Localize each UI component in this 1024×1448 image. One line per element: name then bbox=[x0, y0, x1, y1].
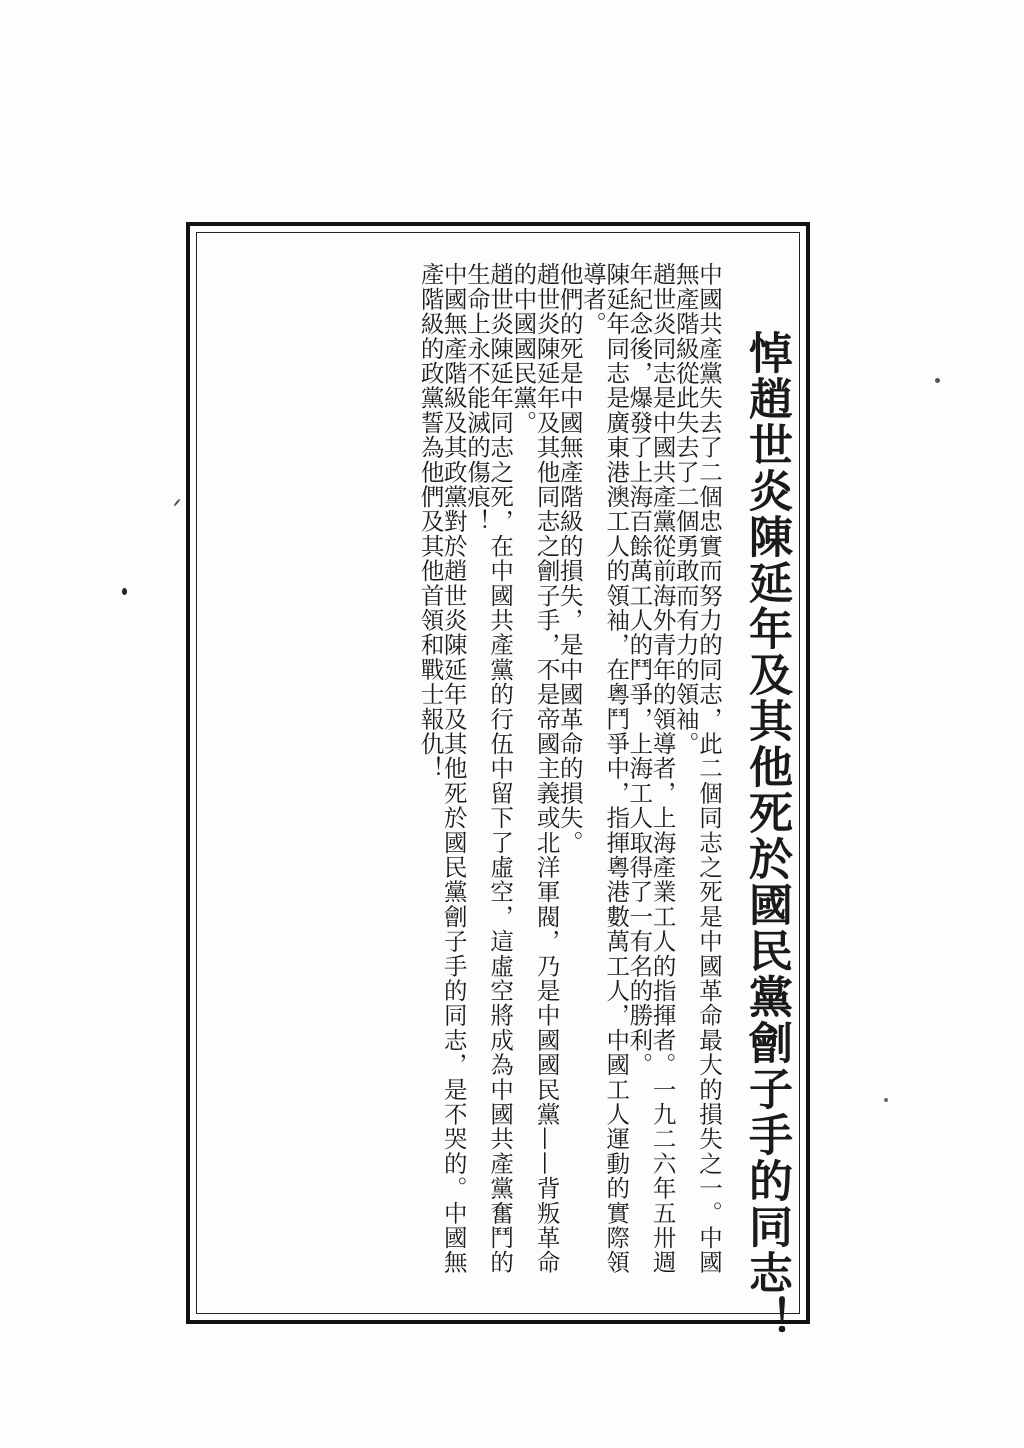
paragraph: 陳延年同志是廣東港澳工人的領袖，在粵鬥爭中，指揮粵港數萬工人，中國工人運動的實際領導者。 bbox=[578, 262, 631, 1275]
article-title: 悼趙世炎陳延年及其他死於國民黨劊子手的同志！ bbox=[741, 330, 792, 1342]
paragraph: 中國共產黨失去了二個忠實而努力的同志，此二個同志之死是中國革命最大的損失之一。中國無產階級從此失去了二個勇敢而有力的領袖。 bbox=[671, 262, 723, 1275]
scan-speck bbox=[173, 498, 180, 506]
scan-speck bbox=[122, 588, 127, 595]
paragraph: 趙世炎陳延年及其他同志之劊子手，不是帝國主義或北洋軍閥，乃是中國國民黨——背叛革命的中國國民黨。 bbox=[509, 262, 561, 1275]
paragraph: 趙世炎同志是中國共產黨從前海外青年的領導者，上海產業工人的指揮者。一九二六年五卅週年紀念後，爆發了上海百餘萬工人的鬥爭，上海工人取得了一有名的勝利。 bbox=[625, 262, 677, 1275]
article-body bbox=[214, 262, 723, 1292]
scan-speck bbox=[884, 1098, 888, 1102]
paragraph: 他們的死是中國無產階級的損失，是中國革命的損失。 bbox=[555, 262, 584, 855]
paragraph: 中國無產階級及其政黨對於趙世炎陳延年及其他死於國民黨劊子手的同志，是不哭的。中國無產階級的政黨誓為他們及其他首領和戰士報仇！ bbox=[416, 262, 468, 1275]
scan-speck bbox=[935, 378, 940, 383]
paragraph: 趙世炎陳延年同志之死，在中國共產黨的行伍中留下了虛空，這虛空將成為中國共產黨奮鬥的生命上永不能滅的傷痕！ bbox=[462, 262, 515, 1275]
